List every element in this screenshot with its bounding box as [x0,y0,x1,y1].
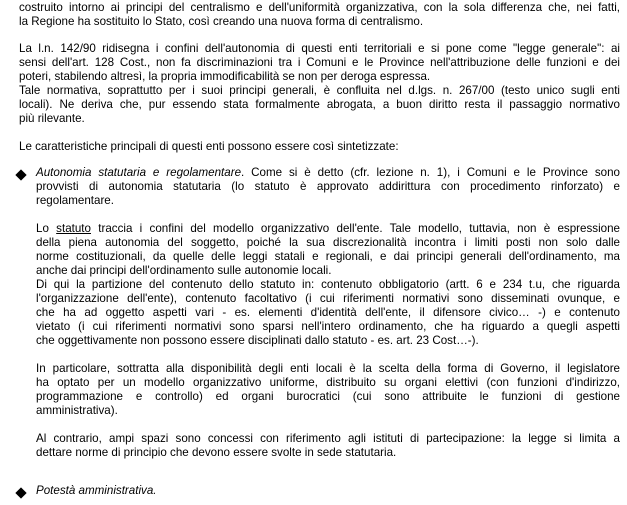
statuto-prefix: Lo [36,222,57,235]
statuto-line-7: che ha ad oggetto aspetti vari - es. elementi d'identità dell'ente, il difensore civico… -) e contenuto [36,306,620,319]
legge-line-4: Tale normativa, soprattutto per i suoi principi generali, è confluita nel d.lgs. n. 267/00 (testo unico sugli enti [19,84,620,97]
statuto-line-1 [36,222,620,236]
caratteristiche-line: Le caratteristiche principali di questi enti possono essere così sintetizzate: [19,140,399,153]
statuto-line-3: norme costituzionali, da quelle delle leggi statali e regionali, e dai principi generali dell'ordinamento, ma [36,250,620,263]
statuto-line-6: l'organizzazione dell'ente), contenuto facoltativo (i cui riferimenti normativi sono disseminati ovunque, e [36,292,620,305]
bullet1-line-2: provvisti di autonomia statutaria (lo statuto è approvato addirittura con procedimento rinforzato) e [36,180,620,193]
partecipazione-line-1: Al contrario, ampi spazi sono concessi con riferimento agli istituti di partecipazione: la legge si limita a [36,432,620,445]
statuto-line-8: vietato (i cui riferimenti normativi sono sparsi nell'intero ordinamento, che ha riguardo a quegli aspetti [36,320,620,333]
bullet-diamond-icon [15,487,26,498]
bullet2-line [36,484,157,498]
bullet2-title: Potestà amministrativa. [36,484,157,497]
bullet1-line1-rest: . Come si è detto (cfr. lezione n. 1), i Comuni e le Province sono [241,166,620,179]
statuto-line-5: Di qui la partizione del contenuto dello statuto in: contenuto obbligatorio (artt. 6 e 234 t.u, che riguarda [36,278,620,291]
bullet1-line-3: regolamentare. [36,194,114,207]
governo-line-2: ha optato per un modello organizzativo uniforme, distribuito su organi elettivi (con funzioni d'indirizzo, [36,376,620,389]
bullet1-title: Autonomia statutaria e regolamentare [36,166,242,179]
legge-line-1: La l.n. 142/90 ridisegna i confini dell'autonomia di questi enti territoriali e si pone come "legge generale": ai [19,42,620,55]
statuto-line1-rest: traccia i confini del modello organizzativo dell'ente. Tale modello, tuttavia, non è espressione [90,222,620,235]
statuto-line-4: anche dai principi dell'ordinamento sulle autonomie locali. [36,264,332,277]
intro-line-1: costruito intorno ai principi del centralismo e dell'uniformità organizzativa, con la sola differenza che, nei fatti, [19,1,620,14]
legge-line-3: poteri, stabilendo altresì, la propria immodificabilità se non per deroga espressa. [19,70,431,83]
statuto-line-2: della piena autonomia del soggetto, poiché la sua discrezionalità incontra i limiti posti non solo dalle [36,236,620,249]
partecipazione-line-2: dettare norme di principio che devono essere svolte in sede statutaria. [36,446,397,459]
legge-line-2: sensi dell'art. 128 Cost., non fa discriminazioni tra i Comuni e le Province nell'attribuzione delle funzioni e dei [19,56,620,69]
statuto-line-9: che oggettivamente non possono essere disciplinati dallo statuto - es. art. 23 Cost…-). [36,334,479,347]
legge-line-5: locali). Ne deriva che, pur essendo stata formalmente abrogata, a buon diritto resta il passaggio normativo [19,98,620,111]
legge-line-6: più rilevante. [19,112,85,125]
governo-line-1: In particolare, sottratta alla disponibilità degli enti locali è la scelta della forma di Governo, il legislatore [36,362,620,375]
governo-line-3: programmazione e controllo) ed organi burocratici (cui sono attribuite le funzioni di gestione [36,390,620,403]
statuto-underlined-word: statuto [56,222,91,235]
bullet1-line-1 [36,166,620,180]
bullet-diamond-icon [15,169,26,180]
governo-line-4: amministrativa). [36,404,118,417]
intro-line-2: la Regione ha sostituito lo Stato, così creando una nuova forma di centralismo. [19,15,424,28]
